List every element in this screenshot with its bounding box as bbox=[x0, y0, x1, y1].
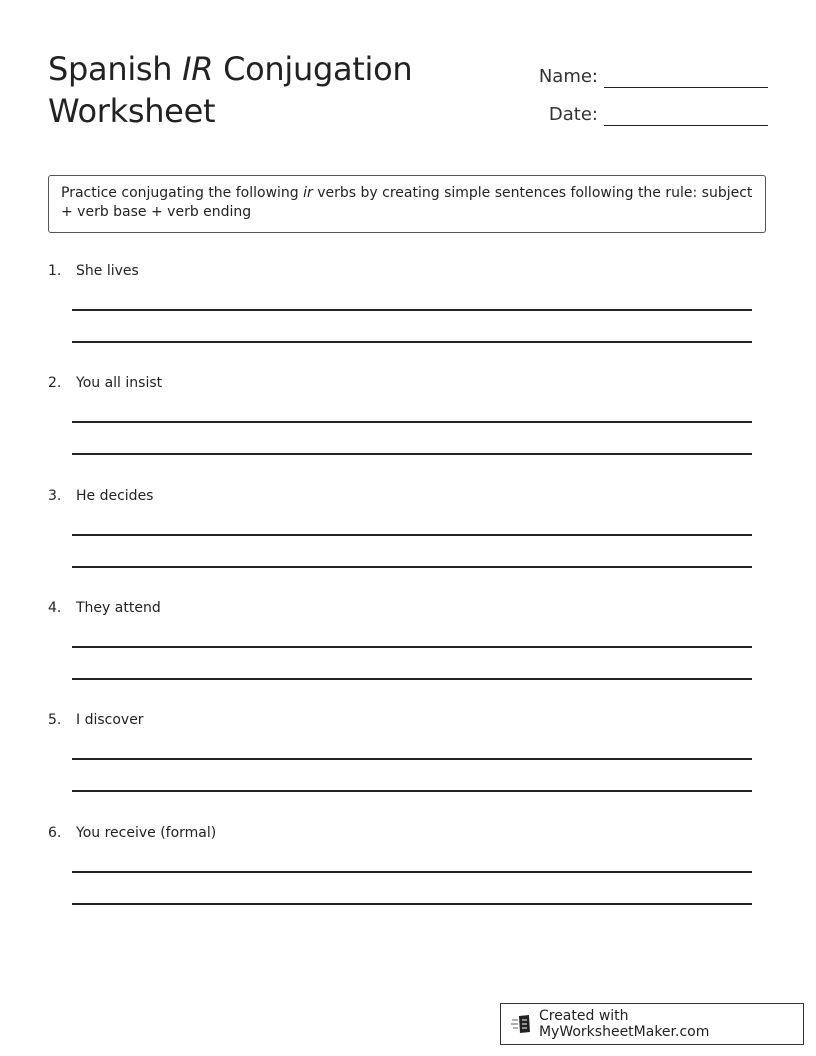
date-label: Date: bbox=[548, 104, 598, 125]
question-number: 3. bbox=[48, 488, 62, 504]
question-number: 1. bbox=[48, 263, 62, 279]
question-5 bbox=[48, 712, 752, 728]
question-3 bbox=[48, 488, 752, 504]
question-4 bbox=[48, 600, 752, 616]
question-prompt: You receive (formal) bbox=[76, 825, 217, 841]
answer-line[interactable] bbox=[72, 309, 752, 311]
title-line-2: Worksheet bbox=[48, 92, 216, 130]
question-prompt: She lives bbox=[76, 263, 139, 279]
answer-line[interactable] bbox=[72, 453, 752, 455]
date-field[interactable] bbox=[604, 103, 768, 126]
worksheet-logo-icon bbox=[511, 1013, 533, 1035]
question-prompt: You all insist bbox=[76, 375, 163, 391]
footer-credit[interactable] bbox=[500, 1003, 804, 1045]
question-1 bbox=[48, 263, 752, 279]
title-italic-text: IR bbox=[182, 50, 214, 88]
answer-line[interactable] bbox=[72, 903, 752, 905]
question-prompt: I discover bbox=[76, 712, 144, 728]
footer-label: Created with MyWorksheetMaker.com bbox=[538, 1008, 710, 1040]
answer-line[interactable] bbox=[72, 678, 752, 680]
question-number: 5. bbox=[48, 712, 62, 728]
question-prompt: They attend bbox=[76, 600, 161, 616]
answer-line[interactable] bbox=[72, 758, 752, 760]
instructions-box bbox=[48, 175, 766, 233]
answer-line[interactable] bbox=[72, 566, 752, 568]
question-2 bbox=[48, 375, 752, 391]
answer-line[interactable] bbox=[72, 534, 752, 536]
question-number: 6. bbox=[48, 825, 62, 841]
worksheet-title bbox=[48, 48, 412, 132]
name-date-block bbox=[528, 50, 768, 126]
answer-line[interactable] bbox=[72, 646, 752, 648]
instructions-text-2: verbs by creating simple sentences following the rule: subject + verb base + verb ending bbox=[61, 185, 753, 220]
answer-line[interactable] bbox=[72, 871, 752, 873]
question-number: 4. bbox=[48, 600, 62, 616]
instructions-italic: ir bbox=[303, 185, 313, 201]
answer-line[interactable] bbox=[72, 421, 752, 423]
name-label: Name: bbox=[538, 66, 598, 87]
title-text: Spanish bbox=[48, 50, 183, 88]
name-field[interactable] bbox=[604, 65, 768, 88]
answer-line[interactable] bbox=[72, 790, 752, 792]
title-text-2: Conjugation bbox=[213, 50, 413, 88]
instructions-text: Practice conjugating the following bbox=[61, 185, 304, 201]
question-prompt: He decides bbox=[76, 488, 154, 504]
question-number: 2. bbox=[48, 375, 62, 391]
question-6 bbox=[48, 825, 752, 841]
answer-line[interactable] bbox=[72, 341, 752, 343]
